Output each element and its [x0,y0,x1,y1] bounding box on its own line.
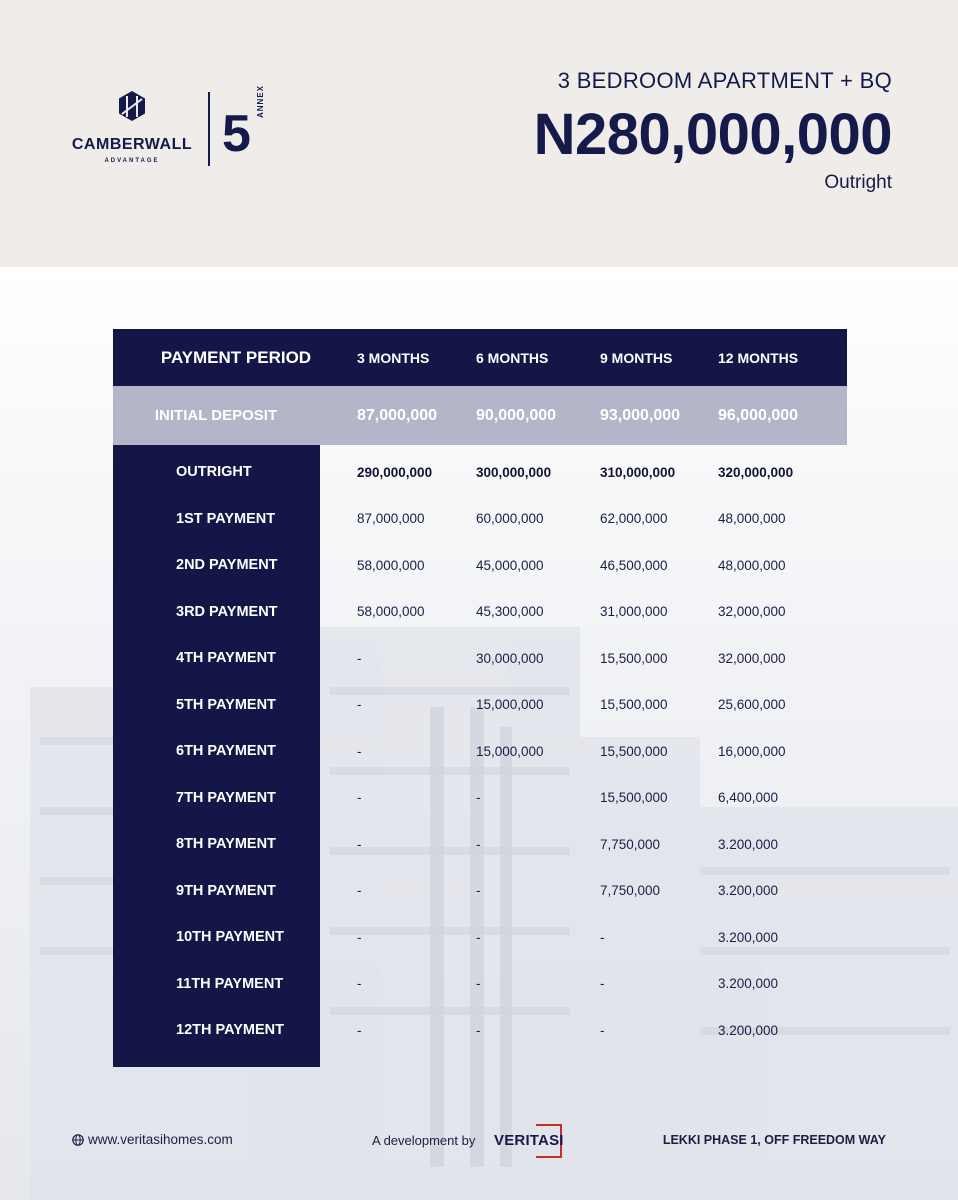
price: N280,000,000 [533,102,892,167]
row-label: OUTRIGHT [176,464,252,480]
row-label: 9TH PAYMENT [176,882,276,899]
row-label: 3RD PAYMENT [176,603,278,620]
annex-number: 5 [222,105,251,163]
row-value: 3.200,000 [718,976,779,991]
row-label: 5TH PAYMENT [176,696,276,713]
table-row [113,728,847,774]
payment-plan-table [113,329,847,1067]
unit-title: 3 BEDROOM APARTMENT + BQ [557,68,892,93]
brand-subtitle: ADVANTAGE [104,158,160,164]
row-label: 1ST PAYMENT [176,510,276,527]
developer-name: VERITASI [494,1132,564,1149]
camberwall-logo-icon [116,90,148,122]
deposit-label: INITIAL DEPOSIT [154,407,278,424]
row-value: 3.200,000 [718,1022,779,1038]
row-value: - [600,1022,605,1038]
row-value: 3.200,000 [718,883,779,898]
table-row [113,635,847,681]
globe-icon [72,1134,84,1146]
row-value: 320,000,000 [718,464,794,480]
deposit-value: 87,000,000 [357,406,438,424]
row-value: 58,000,000 [357,604,425,619]
table-header-row [113,329,847,386]
period-9-months: 9 MONTHS [600,349,673,366]
row-value: 16,000,000 [718,743,786,759]
website-text: www.veritasihomes.com [88,1132,233,1147]
table-row [113,496,847,542]
row-value: 48,000,000 [718,557,786,573]
table-row [113,449,847,495]
annex-word-text: ANNEX [256,84,265,118]
row-value: - [357,883,362,898]
row-value: - [357,976,362,991]
row-value: 3.200,000 [718,836,779,852]
row-value: - [357,836,362,852]
row-value: - [476,790,481,805]
table-row [113,682,847,728]
row-value: 30,000,000 [476,650,544,666]
row-value: 45,300,000 [476,604,544,619]
row-label: 8TH PAYMENT [176,836,276,852]
row-label: 12TH PAYMENT [176,1022,284,1038]
deposit-value: 96,000,000 [718,406,799,424]
table-row [113,775,847,821]
period-6-months: 6 MONTHS [476,349,549,366]
row-value: 290,000,000 [357,464,433,480]
row-value: 15,500,000 [600,790,668,805]
logo-divider [208,92,210,166]
deposit-value: 90,000,000 [476,406,557,424]
row-value: 45,000,000 [476,557,544,573]
row-label: 2ND PAYMENT [176,557,278,573]
row-value: - [357,697,362,712]
header-label: PAYMENT PERIOD [160,347,312,367]
row-label: 7TH PAYMENT [176,789,276,806]
row-label: 11TH PAYMENT [176,975,284,992]
row-value: 32,000,000 [718,650,786,666]
row-value: 15,500,000 [600,650,668,666]
table-row [113,914,847,960]
row-value: - [600,929,605,945]
row-value: 48,000,000 [718,511,786,526]
row-value: - [476,929,481,945]
period-12-months: 12 MONTHS [718,349,799,366]
row-value: 310,000,000 [600,464,676,480]
brand-name: CAMBERWALL [71,136,193,153]
row-value: - [357,929,362,945]
row-value: - [357,743,362,759]
row-value: 7,750,000 [600,883,661,898]
row-value: 25,600,000 [718,697,786,712]
row-value: 300,000,000 [476,464,552,480]
row-value: 3.200,000 [718,929,779,945]
row-value: 32,000,000 [718,604,786,619]
row-value: - [476,976,481,991]
footer [0,1130,958,1160]
row-value: - [357,650,362,666]
row-label: 10TH PAYMENT [176,929,284,945]
table-body [113,445,847,1067]
deposit-value: 93,000,000 [600,406,681,424]
initial-deposit-row [113,386,847,445]
row-value: 15,000,000 [476,743,544,759]
row-value: - [600,976,605,991]
row-value: - [357,1022,362,1038]
row-value: - [476,836,481,852]
row-value: 87,000,000 [357,511,425,526]
row-value: 6,400,000 [718,790,779,805]
table-row [113,961,847,1007]
row-value: 15,500,000 [600,743,668,759]
row-value: 46,500,000 [600,557,668,573]
veritasi-logo [494,1124,574,1164]
period-3-months: 3 MONTHS [357,349,430,366]
row-label: 4TH PAYMENT [176,650,276,666]
row-value: - [476,883,481,898]
website-link[interactable] [72,1132,233,1147]
row-label: 6TH PAYMENT [176,743,276,759]
row-value: 60,000,000 [476,511,544,526]
table-row [113,589,847,635]
row-value: - [476,1022,481,1038]
row-value: 58,000,000 [357,557,425,573]
table-row [113,1007,847,1053]
row-value: - [357,790,362,805]
table-row [113,821,847,867]
table-row [113,868,847,914]
payment-type: Outright [824,172,892,193]
developer-prefix: A development by [372,1133,476,1148]
row-value: 15,000,000 [476,697,544,712]
row-value: 62,000,000 [600,511,668,526]
row-value: 7,750,000 [600,836,661,852]
row-value: 31,000,000 [600,604,668,619]
location-text: LEKKI PHASE 1, OFF FREEDOM WAY [662,1133,886,1147]
table-row [113,542,847,588]
row-value: 15,500,000 [600,697,668,712]
annex-word [256,78,265,118]
